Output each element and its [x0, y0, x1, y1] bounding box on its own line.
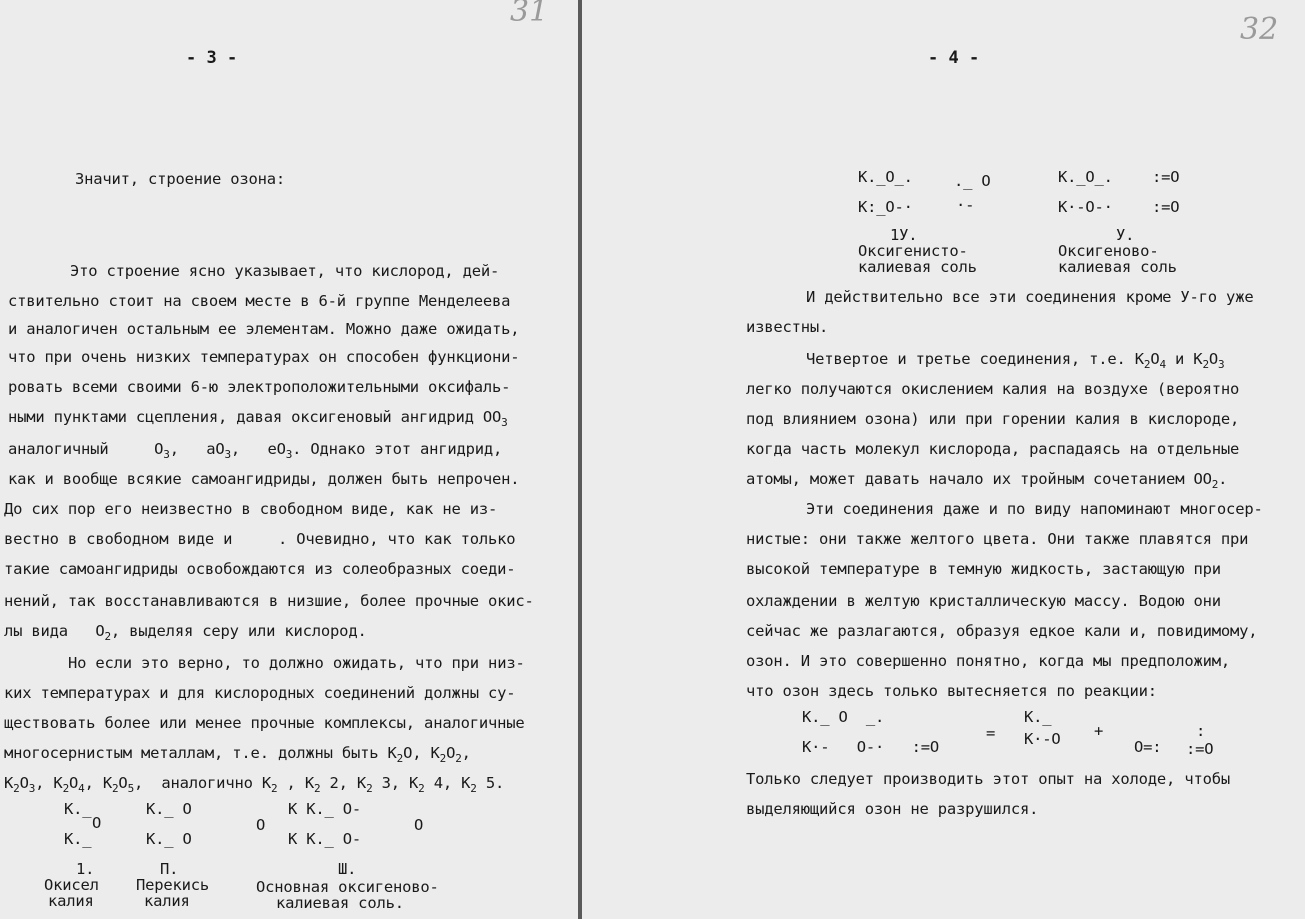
text-line: атомы, может давать начало их тройным сочетанием $OO_2$.: [746, 470, 1228, 491]
structure-formula: K·-O-·: [1058, 198, 1113, 216]
reaction-formula: =: [986, 724, 996, 742]
text-line: ществовать более или менее прочные комплексы, аналогичные: [4, 714, 525, 732]
left-page: [0, 0, 578, 919]
page-number: - 3 -: [186, 48, 238, 68]
text-line: сейчас же разлагаются, образуя едкое кали и, повидимому,: [746, 622, 1258, 640]
text-line: ствительно стоит на своем месте в 6-й группе Менделеева: [8, 292, 511, 310]
text-line: такие самоангидриды освобождаются из солеобразных соеди-: [4, 560, 516, 578]
text-line: вестно в свободном виде и . Очевидно, что как только: [4, 530, 516, 548]
text-line: Четвертое и третье соединения, т.е. $K_2O_4$ и $K_2O_3$: [806, 350, 1225, 371]
handwritten-page-number: 32: [1240, 12, 1279, 47]
reaction-formula: +: [1094, 722, 1104, 740]
text-line: легко получаются окислением калия на воздухе (вероятно: [746, 380, 1240, 398]
text-line: Эти соединения даже и по виду напоминают многосер-: [806, 500, 1263, 518]
structure-label: калиевая соль: [1058, 258, 1177, 276]
text-line: выделяющийся озон не разрушился.: [746, 800, 1039, 818]
handwritten-page-number: 31: [510, 0, 549, 29]
text-line: под влиянием озона) или при горении калия в кислороде,: [746, 410, 1240, 428]
text-line: охлаждении в желтую кристаллическую массу. Водою они: [746, 592, 1221, 610]
structure-label: Основная оксигеново-: [256, 878, 439, 896]
structure-formula: ._ O: [954, 172, 991, 190]
text-line: что озон здесь только вытесняется по реакции:: [746, 682, 1157, 700]
text-line: что при очень низких температурах он способен функциони-: [8, 348, 520, 366]
structure-number: У.: [1116, 226, 1135, 244]
reaction-formula: O=:: [1134, 738, 1162, 756]
text-line: нений, так восстанавливаются в низшие, более прочные окис-: [4, 592, 534, 610]
structure-formula: :=O: [1152, 198, 1180, 216]
text-line: Это строение ясно указывает, что кислород, дей-: [70, 262, 500, 280]
reaction-formula: :=O: [1186, 740, 1214, 758]
structure-formula: K._: [64, 800, 92, 818]
structure-formula: K K._ O-: [288, 830, 362, 848]
structure-formula: O: [92, 814, 102, 832]
reaction-formula: K._: [1024, 708, 1052, 726]
structure-formula: K:_O-·: [858, 198, 913, 216]
reaction-formula: K._ O _.: [802, 708, 885, 726]
text-line: ными пунктами сцепления, давая оксигеновый ангидрид $OO_3$: [8, 408, 508, 429]
text-line: озон. И это совершенно понятно, когда мы предположим,: [746, 652, 1230, 670]
formula-line: $K_2O_3$, $K_2O_4$, $K_2O_5$, аналогично $K_2$ , $K_2$ 2, $K_2$ 3, $K_2$ 4, $K_2$ 5.: [4, 774, 505, 795]
text-line: когда часть молекул кислорода, распадаясь на отдельные: [746, 440, 1240, 458]
text-line: высокой температуре в темную жидкость, застающую при: [746, 560, 1221, 578]
structure-formula: K._: [64, 830, 92, 848]
text-line: и аналогичен остальным ее элементам. Можно даже ожидать,: [8, 320, 520, 338]
text-line: Но если это верно, то должно ожидать, что при низ-: [68, 654, 525, 672]
text-line: нистые: они также желтого цвета. Они также плавятся при: [746, 530, 1249, 548]
text-line: ровать всеми своими 6-ю электроположительными оксифаль-: [8, 378, 511, 396]
structure-label: калиевая соль: [858, 258, 977, 276]
structure-formula: K._O_.: [1058, 168, 1113, 186]
structure-number: 1.: [76, 860, 95, 878]
structure-label: Оксигенисто-: [858, 242, 968, 260]
reaction-formula: K·-O: [1024, 730, 1061, 748]
structure-formula: K._O_.: [858, 168, 913, 186]
text-line: лы вида $O_2$, выделяя серу или кислород.: [4, 622, 367, 643]
right-page: [582, 0, 1305, 919]
reaction-formula: :: [1196, 722, 1206, 740]
text-line: аналогичный $O_3$, $aO_3$, $eO_3$. Однако этот ангидрид,: [8, 440, 503, 461]
text-line: ких температурах и для кислородных соединений должны су-: [4, 684, 516, 702]
structure-label: калия: [48, 892, 94, 910]
text-line: До сих пор его неизвестно в свободном виде, как не из-: [4, 500, 498, 518]
structure-formula: K._ O: [146, 800, 192, 818]
text-line: Только следует производить этот опыт на холоде, чтобы: [746, 770, 1230, 788]
structure-formula: O: [414, 816, 424, 834]
structure-formula: ·-: [956, 196, 975, 214]
structure-formula: K._ O: [146, 830, 192, 848]
structure-number: 1У.: [890, 226, 918, 244]
structure-label: калия: [144, 892, 190, 910]
text-line: известны.: [746, 318, 829, 336]
reaction-formula: K·- O-· :=O: [802, 738, 939, 756]
structure-label: Перекись: [136, 876, 210, 894]
text-line: как и вообще всякие самоангидриды, должен быть непрочен.: [8, 470, 520, 488]
structure-number: Ш.: [338, 860, 357, 878]
structure-label: Оксигеново-: [1058, 242, 1159, 260]
structure-label: Окисел: [44, 876, 99, 894]
text-line: И действительно все эти соединения кроме У-го уже: [806, 288, 1254, 306]
formula-line: многосернистым металлам, т.е. должны быть $K_2O$, $K_2O_2$,: [4, 744, 471, 765]
structure-label: калиевая соль.: [276, 894, 404, 912]
structure-number: П.: [160, 860, 179, 878]
structure-formula: K K._ O-: [288, 800, 362, 818]
structure-formula: :=O: [1152, 168, 1180, 186]
structure-formula: O: [256, 816, 266, 834]
intro-line: Значит, строение озона:: [75, 170, 286, 188]
page-number: - 4 -: [928, 48, 980, 68]
